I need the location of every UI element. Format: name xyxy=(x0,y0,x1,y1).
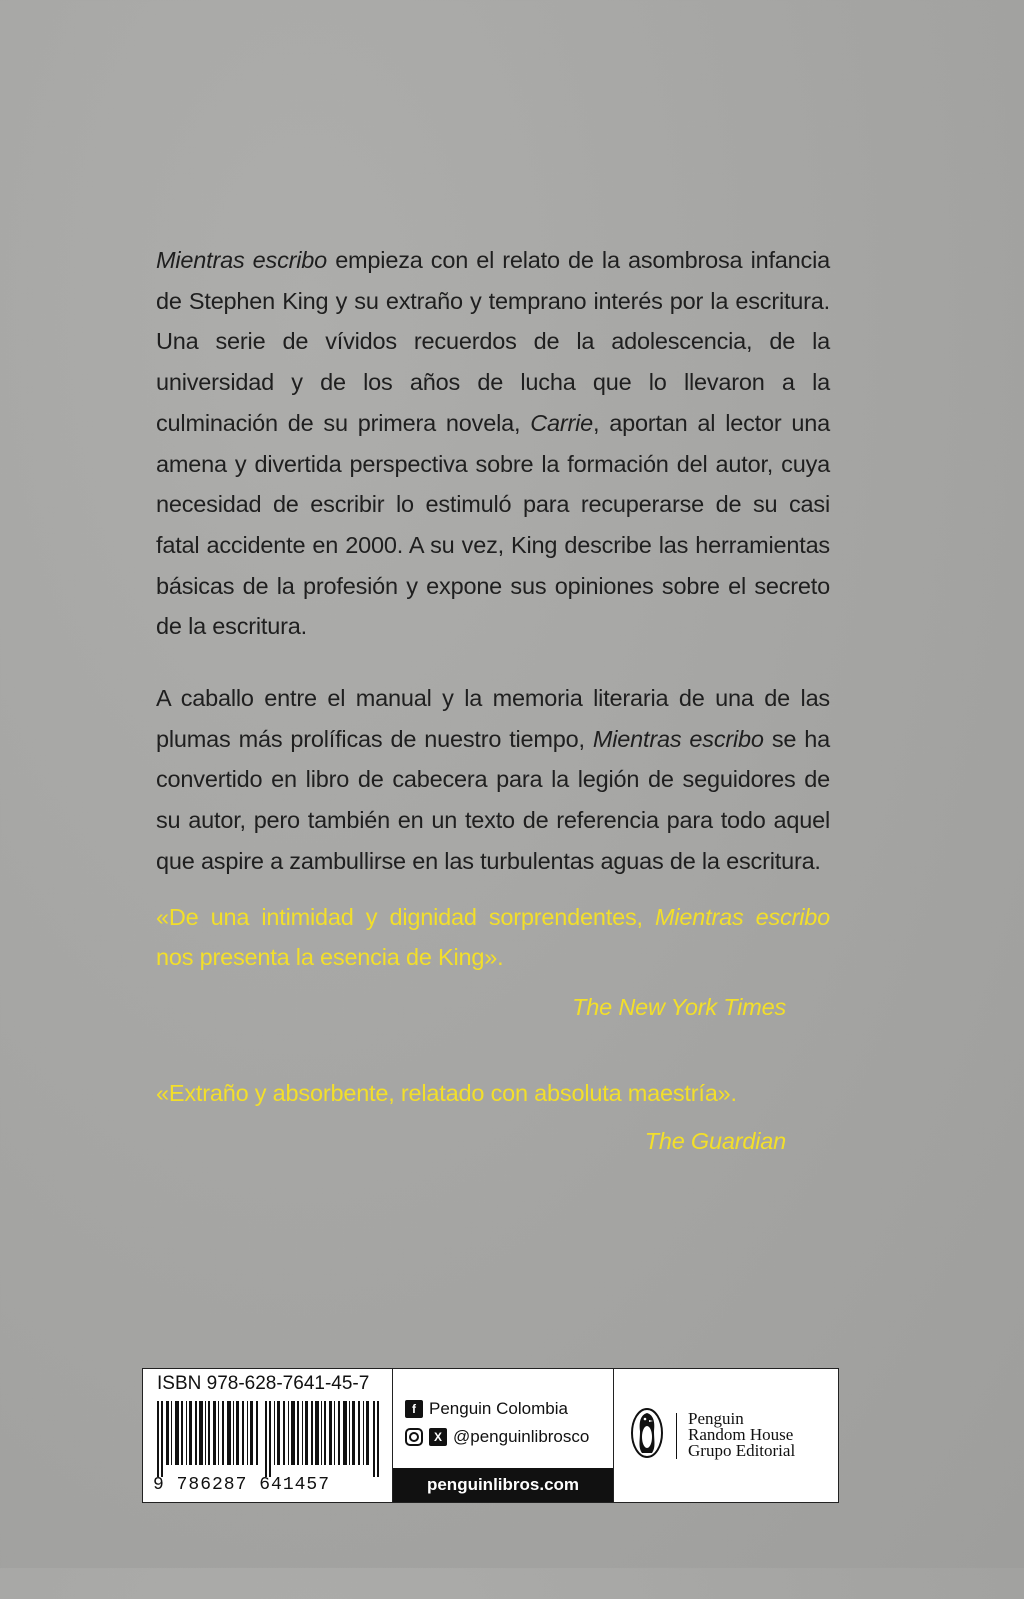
website-link[interactable]: penguinlibros.com xyxy=(393,1468,613,1502)
penguin-logo-icon xyxy=(630,1407,664,1459)
publisher-name: Penguin Random House Grupo Editorial xyxy=(688,1409,796,1460)
isbn-block xyxy=(143,1369,393,1502)
quote-text: «De una intimidad y dignidad sorprendentes, Mientras escribo nos presenta la esencia de King». xyxy=(156,904,830,970)
instagram-icon xyxy=(405,1428,423,1446)
logo-divider xyxy=(676,1413,677,1459)
publisher-footer xyxy=(142,1368,839,1503)
book-title: Mientras escribo xyxy=(592,725,764,752)
blurb-paragraph-2: A caballo entre el manual y la memoria literaria de una de las plumas más prolíficas de nuestro tiempo, Mientras escribo se ha convertido en libro de cabecera para la legión de seguidores de su autor, pero también en un texto de referencia para todo aquel que aspire a zambullirse en las turbulentas aguas de la escritura. xyxy=(156,685,830,874)
facebook-line[interactable] xyxy=(405,1399,568,1419)
social-handle: @penguinlibrosco xyxy=(453,1427,590,1446)
social-block xyxy=(393,1369,614,1502)
quote-source: The New York Times xyxy=(572,994,786,1020)
barcode-number: 9 786287 641457 xyxy=(153,1475,331,1495)
quote-source: The Guardian xyxy=(644,1128,786,1154)
back-cover-blurb xyxy=(156,240,830,882)
blurb-paragraph-1: Mientras escribo empieza con el relato de la asombrosa infancia de Stephen King y su extraño y temprano interés por la escritura. Una serie de vívidos recuerdos de la adolescencia, de la universidad y de los años de lucha que lo llevaron a la culminación de su primera novela, Carrie, aportan al lector una amena y divertida perspectiva sobre la formación del autor, cuya necesidad de escribir lo estimuló para recuperarse de su casi fatal accidente en 2000. A su vez, King describe las herramientas básicas de la profesión y expone sus opiniones sobre el secreto de la escritura. xyxy=(156,247,831,640)
social-handle-line[interactable] xyxy=(405,1427,589,1447)
publisher-logo xyxy=(614,1369,838,1502)
review-quote-1 xyxy=(156,897,830,1027)
x-icon: X xyxy=(429,1428,447,1446)
review-quote-2 xyxy=(156,1073,830,1161)
book-title: Mientras escribo xyxy=(156,247,328,273)
quote-text: «Extraño y absorbente, relatado con absoluta maestría». xyxy=(156,1080,737,1106)
barcode xyxy=(157,1401,381,1477)
facebook-page: Penguin Colombia xyxy=(429,1399,568,1418)
isbn-label: ISBN 978-628-7641-45-7 xyxy=(157,1373,370,1394)
novel-title: Carrie xyxy=(530,409,593,436)
facebook-icon: f xyxy=(405,1400,423,1418)
